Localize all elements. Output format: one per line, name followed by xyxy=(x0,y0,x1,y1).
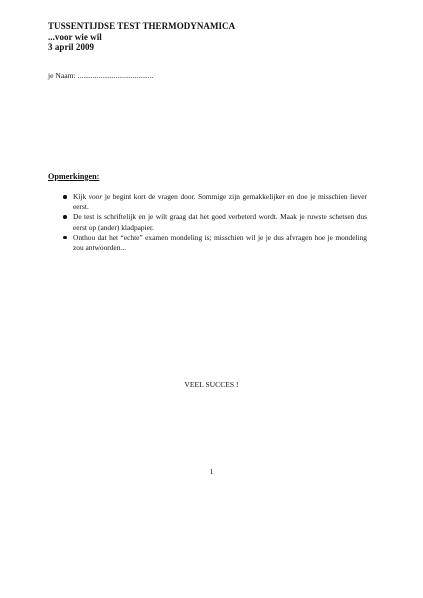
document-header xyxy=(48,21,235,53)
remarks-item-text: De test is schriftelijk en je wilt graag dat het goed verbeterd wordt. Maak je ruwste schetsen dus eerst op (ander) kladpapier. xyxy=(73,212,367,232)
remarks-item xyxy=(62,192,367,212)
bullet-icon xyxy=(63,236,67,240)
remarks-list xyxy=(62,192,367,253)
emphasis-text: voor xyxy=(88,192,103,201)
remarks-item xyxy=(62,212,367,232)
name-field-line: je Naam: ........................................ xyxy=(48,71,154,80)
closing-message: VEEL SUCCES ! xyxy=(184,380,239,389)
document-title: TUSSENTIJDSE TEST THERMODYNAMICA xyxy=(48,21,236,31)
remarks-heading: Opmerkingen: xyxy=(48,172,100,181)
bullet-icon xyxy=(63,195,67,199)
page-number: 1 xyxy=(209,467,214,476)
remarks-item-text: Kijk voor je begint kort de vragen door. Sommige zijn gemakkelijker en doe je misschien liever eerst. xyxy=(73,192,367,212)
remarks-item-text: Onthou dat het “echte” examen mondeling is; misschien wil je je dus afvragen hoe je mondeling zou antwoorden... xyxy=(73,232,367,253)
document-date: 3 april 2009 xyxy=(48,42,95,52)
document-subtitle: ...voor wie wil xyxy=(48,31,102,42)
remarks-item xyxy=(62,233,367,253)
bullet-icon xyxy=(63,215,67,219)
